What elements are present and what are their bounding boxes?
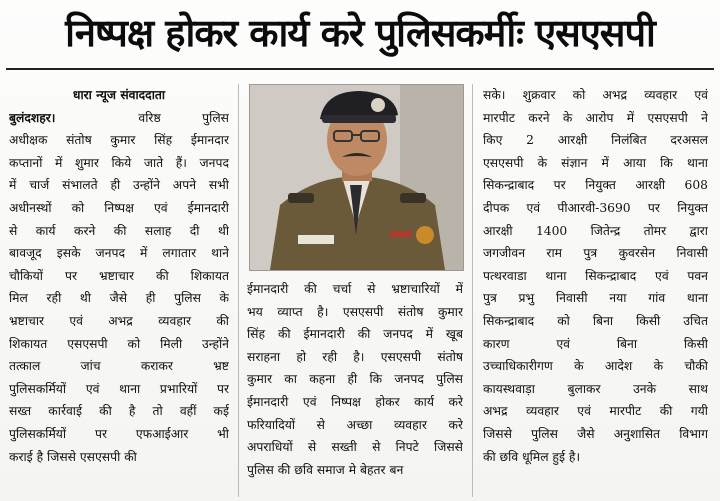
column-divider: [472, 84, 473, 497]
column1-body: [9, 129, 229, 468]
column3-line: किए 2 आरक्षी निलंबित दरअसल: [483, 133, 708, 148]
officer-portrait-image: [250, 85, 463, 270]
article-column-1: [9, 84, 229, 468]
column1-line: भ्रष्टाचार एवं अभद्र व्यवहार की: [9, 313, 229, 328]
article-column-2: [247, 278, 463, 481]
column2-line: ईमानदारी की चर्चा से भ्रष्टाचारियों में: [247, 282, 463, 296]
article-column-3: [483, 84, 708, 468]
column3-line: पुत्र प्रभु निवासी नया गांव थाना: [483, 291, 708, 306]
column1-line: तत्काल जांच कराकर भ्रष्ट: [9, 359, 229, 374]
column3-line: एसएसपी के संज्ञान में आया कि थाना: [483, 155, 708, 170]
headline-rule: [6, 68, 714, 70]
column1-line: में चार्ज संभालते ही उन्होंने अपने सभी: [9, 178, 229, 193]
column3-line: जगजीवन राम पुत्र कुवरसेन निवासी: [483, 246, 708, 261]
column1-line: से कार्य करने की सलाह दी थी: [9, 223, 229, 238]
column3-line: सके। शुक्रवार को अभद्र व्यवहार एवं: [483, 88, 708, 102]
column3-line: मारपीट करने के आरोप में एसएसपी ने: [483, 110, 708, 125]
column1-line: अधीक्षक संतोष कुमार सिंह ईमानदार: [9, 133, 229, 148]
column3-line: आरक्षी 1400 जितेन्द्र तोमर द्वारा: [483, 223, 708, 238]
column1-line: पुलिसकर्मियों पर एफआईआर भी: [9, 426, 229, 441]
column2-line: सिंह की ईमानदारी की जनपद में खूब: [247, 327, 463, 342]
column3-line: सिकन्द्राबाद को बिना किसी उचित: [483, 313, 708, 328]
column1-line: शिकायत एसएसपी को मिली उन्होंने: [9, 336, 229, 351]
column2-line: फरियादियों से अच्छा व्यवहार करे: [247, 417, 463, 432]
column1-line: अधीनस्थों को निष्पक्ष एवं ईमानदारी: [9, 200, 229, 215]
column1-first-text: वरिष्ठ पुलिस: [138, 110, 229, 125]
column3-line: सिकन्द्राबाद पर नियुक्त आरक्षी 608: [483, 178, 708, 193]
column1-line: [9, 107, 229, 130]
column3-line: जिससे पुलिस जैसे अनुशासित विभाग: [483, 426, 708, 441]
column-divider: [238, 84, 239, 497]
column2-line: सराहना हो रही है। एसएसपी संतोष: [247, 349, 463, 364]
column2-line: पुलिस की छवि समाज मे बेहतर बन: [247, 462, 404, 477]
officer-photo: [249, 84, 464, 271]
column2-line: कुमार का कहना ही कि जनपद पुलिस: [247, 372, 463, 387]
column1-line: बावजूद इसके जनपद में लगातार थाने: [9, 246, 229, 261]
column2-line: अपराधियों से सख्ती से निपटे जिससे: [247, 440, 463, 455]
column3-line: की छवि धूमिल हुई है।: [483, 449, 581, 464]
headline: निष्पक्ष होकर कार्य करे पुलिसकर्मीः एसएसपी: [65, 11, 655, 55]
column2-line: भय व्याप्त है। एसएसपी संतोष कुमार: [247, 304, 463, 319]
column1-line: कराई है जिससे एसएसपी की: [9, 449, 137, 464]
byline: धारा न्यूज संवाददाता: [72, 87, 166, 102]
column3-line: कायस्थवाड़ा बुलाकर उनके साथ: [483, 381, 708, 396]
column1-line: सख्त कार्रवाई की है तो वहीं कई: [9, 404, 229, 419]
column1-line: मिल रही थी जैसे ही पुलिस के: [9, 291, 229, 306]
column3-line: कारण एवं बिना किसी: [483, 336, 708, 351]
column3-line: अभद्र व्यवहार एवं मारपीट की गयी: [483, 404, 708, 419]
column3-line: पत्थरवाडा थाना सिकन्द्राबाद एवं पवन: [483, 268, 708, 283]
column3-line: दीपक एवं पीआरवी-3690 पर नियुक्त: [483, 200, 708, 215]
column1-line: कप्तानों में शुमार किये जाते हैं। जनपद: [9, 155, 229, 170]
column3-line: उच्चाधिकारीगण के आदेश के चौकी: [483, 359, 708, 374]
column1-line: पुलिसकर्मियों एवं थाना प्रभारियों पर: [9, 381, 229, 396]
column1-line: चौकियों पर भ्रष्टाचार की शिकायत: [9, 268, 229, 283]
dateline: बुलंदशहर।: [9, 109, 56, 125]
column2-line: ईमानदारी एवं निष्पक्ष होकर कार्य करे: [247, 394, 463, 409]
